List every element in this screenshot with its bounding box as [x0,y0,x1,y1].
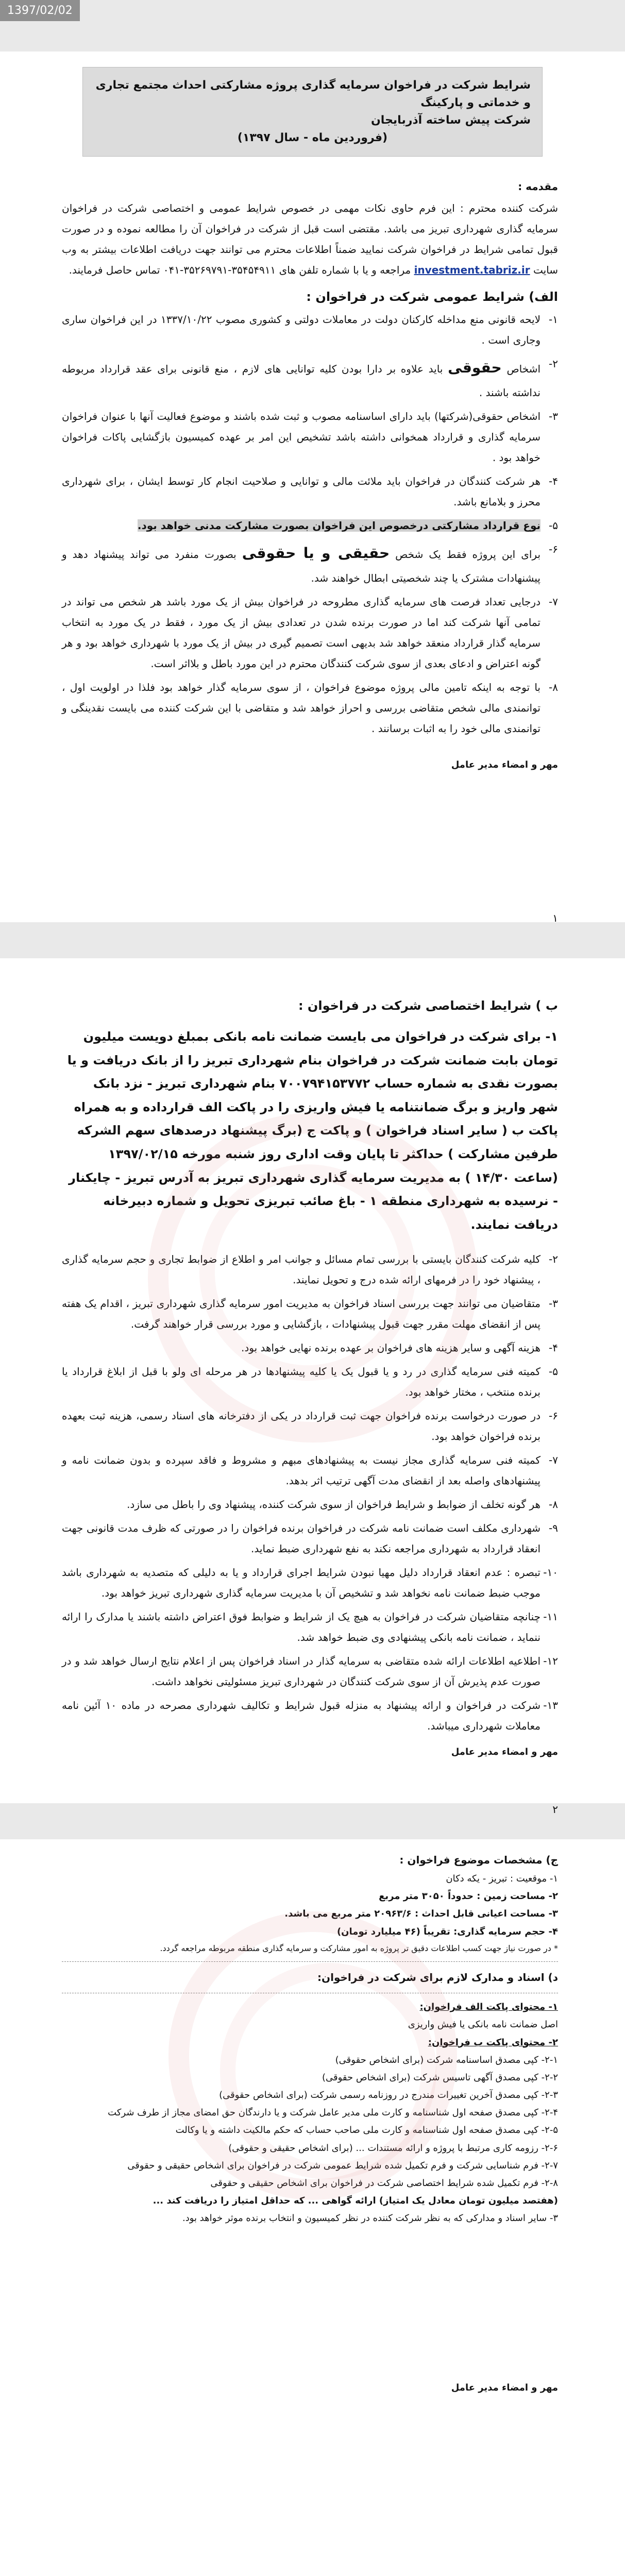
doc-line: ۲-۷- فرم شناسایی شرکت و فرم تکمیل شده شرایط عمومی شرکت در فراخوان برای اشخاص حقیقی و حقوقی [127,2160,558,2171]
signature-line: مهر و امضاء مدیر عامل [451,1747,558,1758]
item-number: ۳- [549,410,558,423]
list-item [62,1518,558,1559]
item-number: ۱۰- [543,1566,558,1579]
project-specs-title: ج) مشخصات موضوع فراخوان : [399,1854,558,1866]
item-text: لایحه قانونی منع مداخله کارکنان دولت در معاملات دولتی و کشوری مصوب ۱۳۳۷/۱۰/۲۲ در این فراخوان ساری وجاری است . [62,313,540,347]
item-number: ۴- [549,475,558,488]
item-number: ۲- [549,1253,558,1266]
document-header [82,67,543,157]
intro-paragraph [62,198,558,280]
header-line-2: شرکت پیش ساخته آذربایجان [371,114,531,127]
item-text-post: بصورت منفرد می تواند پیشنهاد دهد و پیشنهادات مشترک یا چند شخصیتی ابطال خواهند شد. [62,548,540,585]
item-text: در صورت درخواست برنده فراخوان جهت ثبت قرارداد در یکی از دفترخانه های اسناد رسمی، هزینه ثبت بعهده برنده فراخوان خواهد بود. [62,1410,540,1443]
header-line-1 [94,77,531,112]
item-number: ۱۱- [543,1611,558,1623]
item-number: ۶- [549,1410,558,1422]
item-text: درجایی تعداد فرصت های سرمایه گذاری مطروحه در فراخوان بیش از یک مورد باشد هر شخص می تواند در تمامی آنها شرکت کند اما در صورت برنده شدن در تعدادی بیش از یک مورد ، فقط در یک مورد به انتخاب سرمایه گذار قرارداد منعقد خواهد شد بدیهی است تصمیم گیری در بیش از یک مورد با شهرداری خواهد بود و هر گونه اعتراض و ادعای بعدی از سوی شرکت کنندگان محترم در این مورد باطل و بلااثر است. [62,596,540,670]
item-text: هزینه آگهی و سایر هزینه های فراخوان بر عهده برنده نهایی خواهد بود. [241,1342,540,1354]
page-number: ۲ [552,1803,558,1816]
intro-title: مقدمه : [518,180,558,193]
item-text: اطلاعیه اطلاعات ارائه شده متقاضی به سرمایه گذار در اسناد فراخوان پس از اعلام نتایج ارسال خواهد شد و در صورت عدم پذیرش آن از سوی شرکت کنندگان در شهرداری تبریز مسئولیتی نخواهد داشت. [62,1655,540,1688]
watermark-seal [148,1113,478,1443]
item-number: ۷- [549,596,558,608]
watermark-seal [168,1911,457,2200]
item-text: شرکت در فراخوان و ارائه پیشنهاد به منزله قبول شرایط و تکالیف شهرداری مصرحه در ماده ۱۰ آئین نامه معاملات شهرداری میباشد. [62,1699,540,1733]
item-number: ۸- [549,681,558,694]
item-text: چنانچه متقاضیان شرکت در فراخوان به هیچ یک از شرایط و ضوابط فوق اعتراض داشته باشند یا مدارک را ارائه ننماید ، ضمانت نامه بانکی پیشنهادی وی ضبط خواهد شد. [62,1611,540,1644]
item-text-post: باید علاوه بر دارا بودن کلیه توانایی های لازم ، منع قانونی برای عقد قرارداد مربوطه نداشته باشند . [62,363,540,399]
doc-line: ۲-۵- کپی مصدق صفحه اول شناسنامه و کارت ملی صاحب حساب که حکم مالکیت داشته و یا وکالت [175,2125,558,2136]
item-text: کمیته فنی سرمایه گذاری در رد و یا قبول یک یا کلیه پیشنهادها در هر مرحله ای ولو با قبل از ابلاغ قرارداد یا برنده منتخب ، مختار خواهد بود. [62,1365,540,1399]
item-number: ۱۳- [543,1699,558,1712]
item-text: هر گونه تخلف از ضوابط و شرایط فراخوان از سوی شرکت کننده، پیشنهاد وی را باطل می سازد. [127,1498,540,1511]
item-text: هر شرکت کنندگان در فراخوان باید ملائت مالی و توانایی و صلاحیت انجام کار توسط ایشان ، برای شهرداری محرز و بلامانع باشد. [62,475,540,509]
specific-conditions-title: ب ) شرایط اختصاصی شرکت در فراخوان : [298,998,558,1013]
header-line-1b: احداث مجتمع تجاری و خدماتی و پارکینگ [95,79,531,110]
item-text-pre: برای این پروژه فقط یک شخص [390,548,541,561]
list-item [62,515,558,536]
item-text: شهرداری مکلف است ضمانت نامه شرکت در فراخوان برنده فراخوان را در صورتی که ظرف مدت قانونی جهت انعقاد قرارداد به شهرداری مراجعه نکند به نفع شهرداری ضبط نماید. [62,1522,540,1555]
doc-line: اصل ضمانت نامه بانکی یا فیش واریزی [408,2019,558,2030]
header-line-1a: شرایط شرکت در فراخوان سرمایه گذاری پروژه مشارکتی [206,79,531,92]
list-item [62,677,558,739]
spec-line: ۳- مساحت اعیانی قابل احداث : ۲۰۹۶۳/۶ متر مربع می باشد. [284,1908,558,1920]
item-number: ۹- [549,1522,558,1535]
doc-line: ۲-۱- کپی مصدق اساسنامه شرکت (برای اشخاص حقوقی) [335,2054,558,2065]
item-number: ۵- [549,519,558,532]
spec-line: ۱- موقعیت : تبریز - یکه دکان [446,1873,558,1884]
item-number: ۴- [549,1342,558,1354]
item-number: ۲- [549,358,558,370]
item-number: ۳- [549,1297,558,1310]
document-page-1 [0,52,625,922]
doc-line: ۱- محتوای پاکت الف فراخوان: [419,2002,558,2013]
item-text: اشخاص حقوقی(شرکتها) باید دارای اساسنامه مصوب و ثبت شده باشند و موضوع فعالیت آنها با عنوان فراخوان سرمایه گذاری و قرارداد همخوانی داشته باشد تشخیص این امر بر عهده کمیسیون بازگشایی پاکات فراخوان خواهد بود . [62,410,540,464]
intro-tail: مراجعه و یا با شماره تلفن های ۳۵۴۵۴۹۱۱-۳۵۲۶۹۷۹۱-۰۴۱ تماس حاصل فرمایند. [69,264,411,277]
item-number: ۱۲- [543,1655,558,1668]
list-item [62,353,558,403]
item-number: ۷- [549,1454,558,1467]
list-item [62,1494,558,1515]
list-item [62,1562,558,1603]
item-text-emphasis: حقوقی [448,359,502,377]
general-conditions-list [62,309,558,739]
item-number: ۱- [549,313,558,326]
list-item [62,471,558,512]
item-number: ۵- [549,1365,558,1378]
item-text: با توجه به اینکه تامین مالی پروژه موضوع فراخوان ، از سوی سرمایه گذار خواهد بود فلذا در اولویت اول ، توانمندی مالی شخص متقاضی بررسی و احراز خواهد شد و متقاضی با این شرکت کننده می بایست نقدینگی و توانمندی مالی خود را به اثبات برسانند . [62,681,540,735]
list-item [62,539,558,588]
item-number: ۸- [549,1498,558,1511]
signature-line: مهر و امضاء مدیر عامل [451,2382,558,2393]
list-item [62,406,558,468]
list-item [62,309,558,350]
list-item [62,1695,558,1736]
specific-condition-1: ۱- برای شرکت در فراخوان می بایست ضمانت نامه بانکی بمبلغ دویست میلیون تومان بابت ضمانت شرکت در فراخوان بنام شهرداری تبریز را از بانک دریافت و یا بصورت نقدی به شماره حساب ۷۰۰۷۹۴۱۵۳۷۷۲ بنام شهرداری تبریز - نزد بانک شهر واریز و برگ ضمانتنامه یا فیش واریزی را در پاکت الف قرارداده و به همراه پاکت ب ( سایر اسناد فراخوان ) و پاکت ج (برگ پیشنهاد درصدهای سهم الشرکه طرفین مشارکت ) حداکثر تا پایان وقت اداری روز شنبه مورخه ۱۳۹۷/۰۲/۱۵ (ساعت ۱۴/۳۰ ) به مدیریت سرمایه گذاری شهرداری تبریز به آدرس تبریز - چایکنار - نرسیده به شهرداری منطقه ۱ - باغ صائب تبریزی تحویل و شماره دبیرخانه دریافت نمایند. [67,1029,558,1232]
item-number: ۶- [549,543,558,556]
spec-line: ۴- حجم سرمایه گذاری: تقریباً (۴۶ میلیارد تومان) [336,1926,558,1937]
item-text-pre: اشخاص [501,363,540,376]
required-docs-title: د) اسناد و مدارک لازم برای شرکت در فراخوان: [317,1971,558,1984]
investment-link[interactable]: investment.tabriz.ir [414,264,530,277]
doc-line: ۲-۴- کپی مصدق صفحه اول شناسنامه و کارت ملی مدیر عامل شرکت و یا دارندگان حق امضای مجاز از طرف شرکت [108,2107,558,2119]
item-text: کلیه شرکت کنندگان بایستی با بررسی تمام مسائل و جوانب امر و اطلاع از ضوابط تجاری و حجم سرمایه گذاری ، پیشنهاد خود را در فرمهای ارائه شده درج و تحویل نمایند. [62,1253,540,1286]
doc-line: ۲-۳- کپی مصدق آخرین تغییرات مندرج در روزنامه رسمی شرکت (برای اشخاص حقوقی) [219,2090,558,2101]
list-item [62,1606,558,1648]
item-text [62,515,540,536]
date-badge: 1397/02/02 [0,0,80,21]
doc-line: ۲-۶- رزومه کاری مرتبط با پروژه و ارائه مستندات ... (برای اشخاص حقیقی و حقوقی) [228,2142,558,2154]
document-page-2 [0,958,625,1816]
item-text: تبصره : عدم انعقاد قرارداد دلیل مهیا نبودن شرایط اجرای قرارداد و یا به دلیلی که متصدیه به شهرداری باشد موجب ضبط ضمانت نامه نخواهد شد و تشخیص آن با مدیریت سرمایه گذاری شهرداری تبریز خواهد بود. [62,1566,540,1600]
item-text: متقاضیان می توانند جهت بررسی اسناد فراخوان به مدیریت امور سرمایه گذاری شهرداری تبریز ، اقدام یک هفته پس از انقضای مهلت مقرر جهت قبول پیشنهادات ، بازگشایی و مورد بررسی قرار خواهند گرفت. [62,1297,540,1331]
item-text [62,539,540,588]
list-item [62,1651,558,1692]
item-text-emphasis: حقیقی و یا حقوقی [242,545,390,562]
doc-line: ۲-۸- فرم تکمیل شده شرایط اختصاصی شرکت در فراخوان برای اشخاص حقیقی و حقوقی [210,2178,558,2189]
intro-text: شرکت کننده محترم : این فرم حاوی نکات مهمی در خصوص شرایط عمومی و اختصاصی شرکت در فراخوان سرمایه گذاری شهرداری تبریز می باشد. مقتضی است قبل از شرکت در فراخوان آن را مطالعه نموده و در صورت قبول تمامی شرایط در فراخوان شرکت نمایید ضمناً اطلاعات محترم می توانند جهت دریافت اطلاعات بیشتر به وب سایت [62,202,558,277]
signature-line: مهر و امضاء مدیر عامل [451,759,558,771]
doc-line: ۳- سایر اسناد و مدارکی که به نظر شرکت کننده در نظر کمیسیون و انتخاب برنده موثر خواهد بود. [182,2213,558,2224]
list-item [62,591,558,674]
spec-line: ۲- مساحت زمین : حدوداً ۳۰۵۰ متر مربع [379,1891,558,1902]
item-text [62,353,540,403]
item-text: کمیته فنی سرمایه گذاری مجاز نیست به پیشنهادهای مبهم و مشروط و فاقد سپرده و بدون ضمانت نامه و پیشنهادهای واصله بعد از انقضای مدت آگهی ترتیب اثر بدهد. [62,1454,540,1487]
header-line-3: (فروردین ماه - سال ۱۳۹۷) [237,131,388,145]
page-number: ۱ [552,912,558,924]
doc-line: (هفتصد میلیون تومان معادل یک امتیاز) ارائه گواهی ... که حداقل امتیاز را دریافت کند ... [153,2195,558,2207]
spec-note: * در صورت نیاز جهت کسب اطلاعات دقیق تر پروژه به امور مشارکت و سرمایه گذاری منطقه مربوطه مراجعه گردد. [160,1943,558,1953]
list-item [62,1450,558,1491]
doc-line: ۲-۲- کپی مصدق آگهی تاسیس شرکت (برای اشخاص حقوقی) [322,2072,558,2083]
doc-line: ۲- محتوای پاکت ب فراخوان: [428,2037,558,2048]
document-page-3 [0,1839,625,2576]
general-conditions-title: الف) شرایط عمومی شرکت در فراخوان : [306,290,558,304]
item-highlight: نوع قرارداد مشارکتی درخصوص این فراخوان بصورت مشارکت مدنی خواهد بود. [137,519,540,532]
